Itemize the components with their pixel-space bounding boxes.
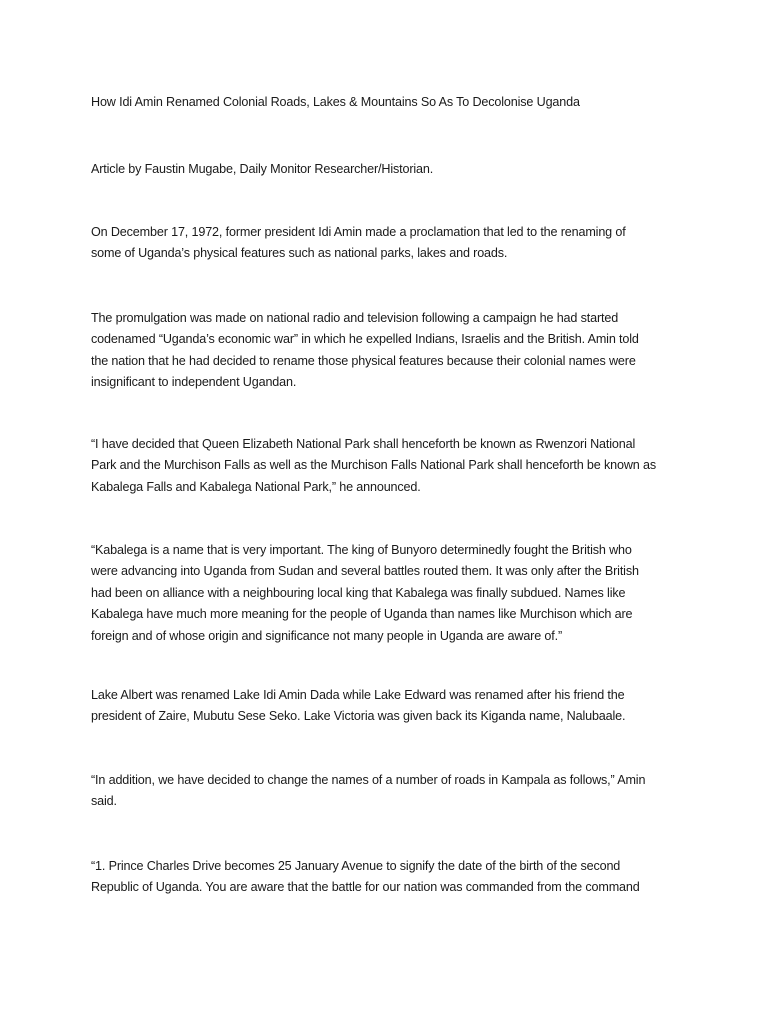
text-line: Kabalega Falls and Kabalega National Park,” he announced. [91, 479, 421, 494]
text-line: were advancing into Uganda from Sudan and several battles routed them. It was only after the British [91, 564, 639, 579]
paragraph [91, 308, 691, 394]
text-line: The promulgation was made on national radio and television following a campaign he had started [91, 311, 619, 325]
paragraph [91, 685, 691, 728]
text-line: foreign and of whose origin and significance not many people in Uganda are aware of.” [91, 628, 563, 643]
text-line: Lake Albert was renamed Lake Idi Amin Dada while Lake Edward was renamed after his friend the [91, 688, 625, 702]
text-line: How Idi Amin Renamed Colonial Roads, Lakes & Mountains So As To Decolonise Uganda [91, 95, 580, 109]
text-line: Republic of Uganda. You are aware that the battle for our nation was commanded from the command [91, 880, 640, 895]
text-line: president of Zaire, Mubutu Sese Seko. Lake Victoria was given back its Kiganda name, Nalubaale. [91, 709, 626, 724]
paragraph [91, 434, 691, 498]
text-line: some of Uganda’s physical features such as national parks, lakes and roads. [91, 246, 508, 261]
text-line: “In addition, we have decided to change the names of a number of roads in Kampala as follows,” Amin [91, 773, 646, 787]
text-line: said. [91, 794, 117, 809]
article-title [91, 92, 691, 113]
text-line: the nation that he had decided to rename those physical features because their colonial names were [91, 353, 636, 368]
text-line: “Kabalega is a name that is very important. The king of Bunyoro determinedly fought the British who [91, 543, 632, 557]
text-line: “I have decided that Queen Elizabeth National Park shall henceforth be known as Rwenzori National [91, 437, 636, 451]
paragraph [91, 856, 691, 899]
paragraph [91, 222, 691, 265]
article-byline [91, 159, 691, 180]
text-line: Kabalega have much more meaning for the people of Uganda than names like Murchison which are [91, 607, 633, 622]
text-line: codenamed “Uganda’s economic war” in which he expelled Indians, Israelis and the British. Amin told [91, 332, 639, 347]
text-line: Park and the Murchison Falls as well as the Murchison Falls National Park shall henceforth be known as [91, 458, 656, 473]
text-line: Article by Faustin Mugabe, Daily Monitor Researcher/Historian. [91, 162, 434, 176]
paragraph [91, 770, 691, 813]
text-line: “1. Prince Charles Drive becomes 25 January Avenue to signify the date of the birth of the second [91, 859, 621, 873]
paragraph [91, 540, 691, 647]
text-line: had been on alliance with a neighbouring local king that Kabalega was finally subdued. Names like [91, 585, 626, 600]
text-line: insignificant to independent Ugandan. [91, 375, 297, 390]
text-line: On December 17, 1972, former president Idi Amin made a proclamation that led to the renaming of [91, 225, 626, 239]
